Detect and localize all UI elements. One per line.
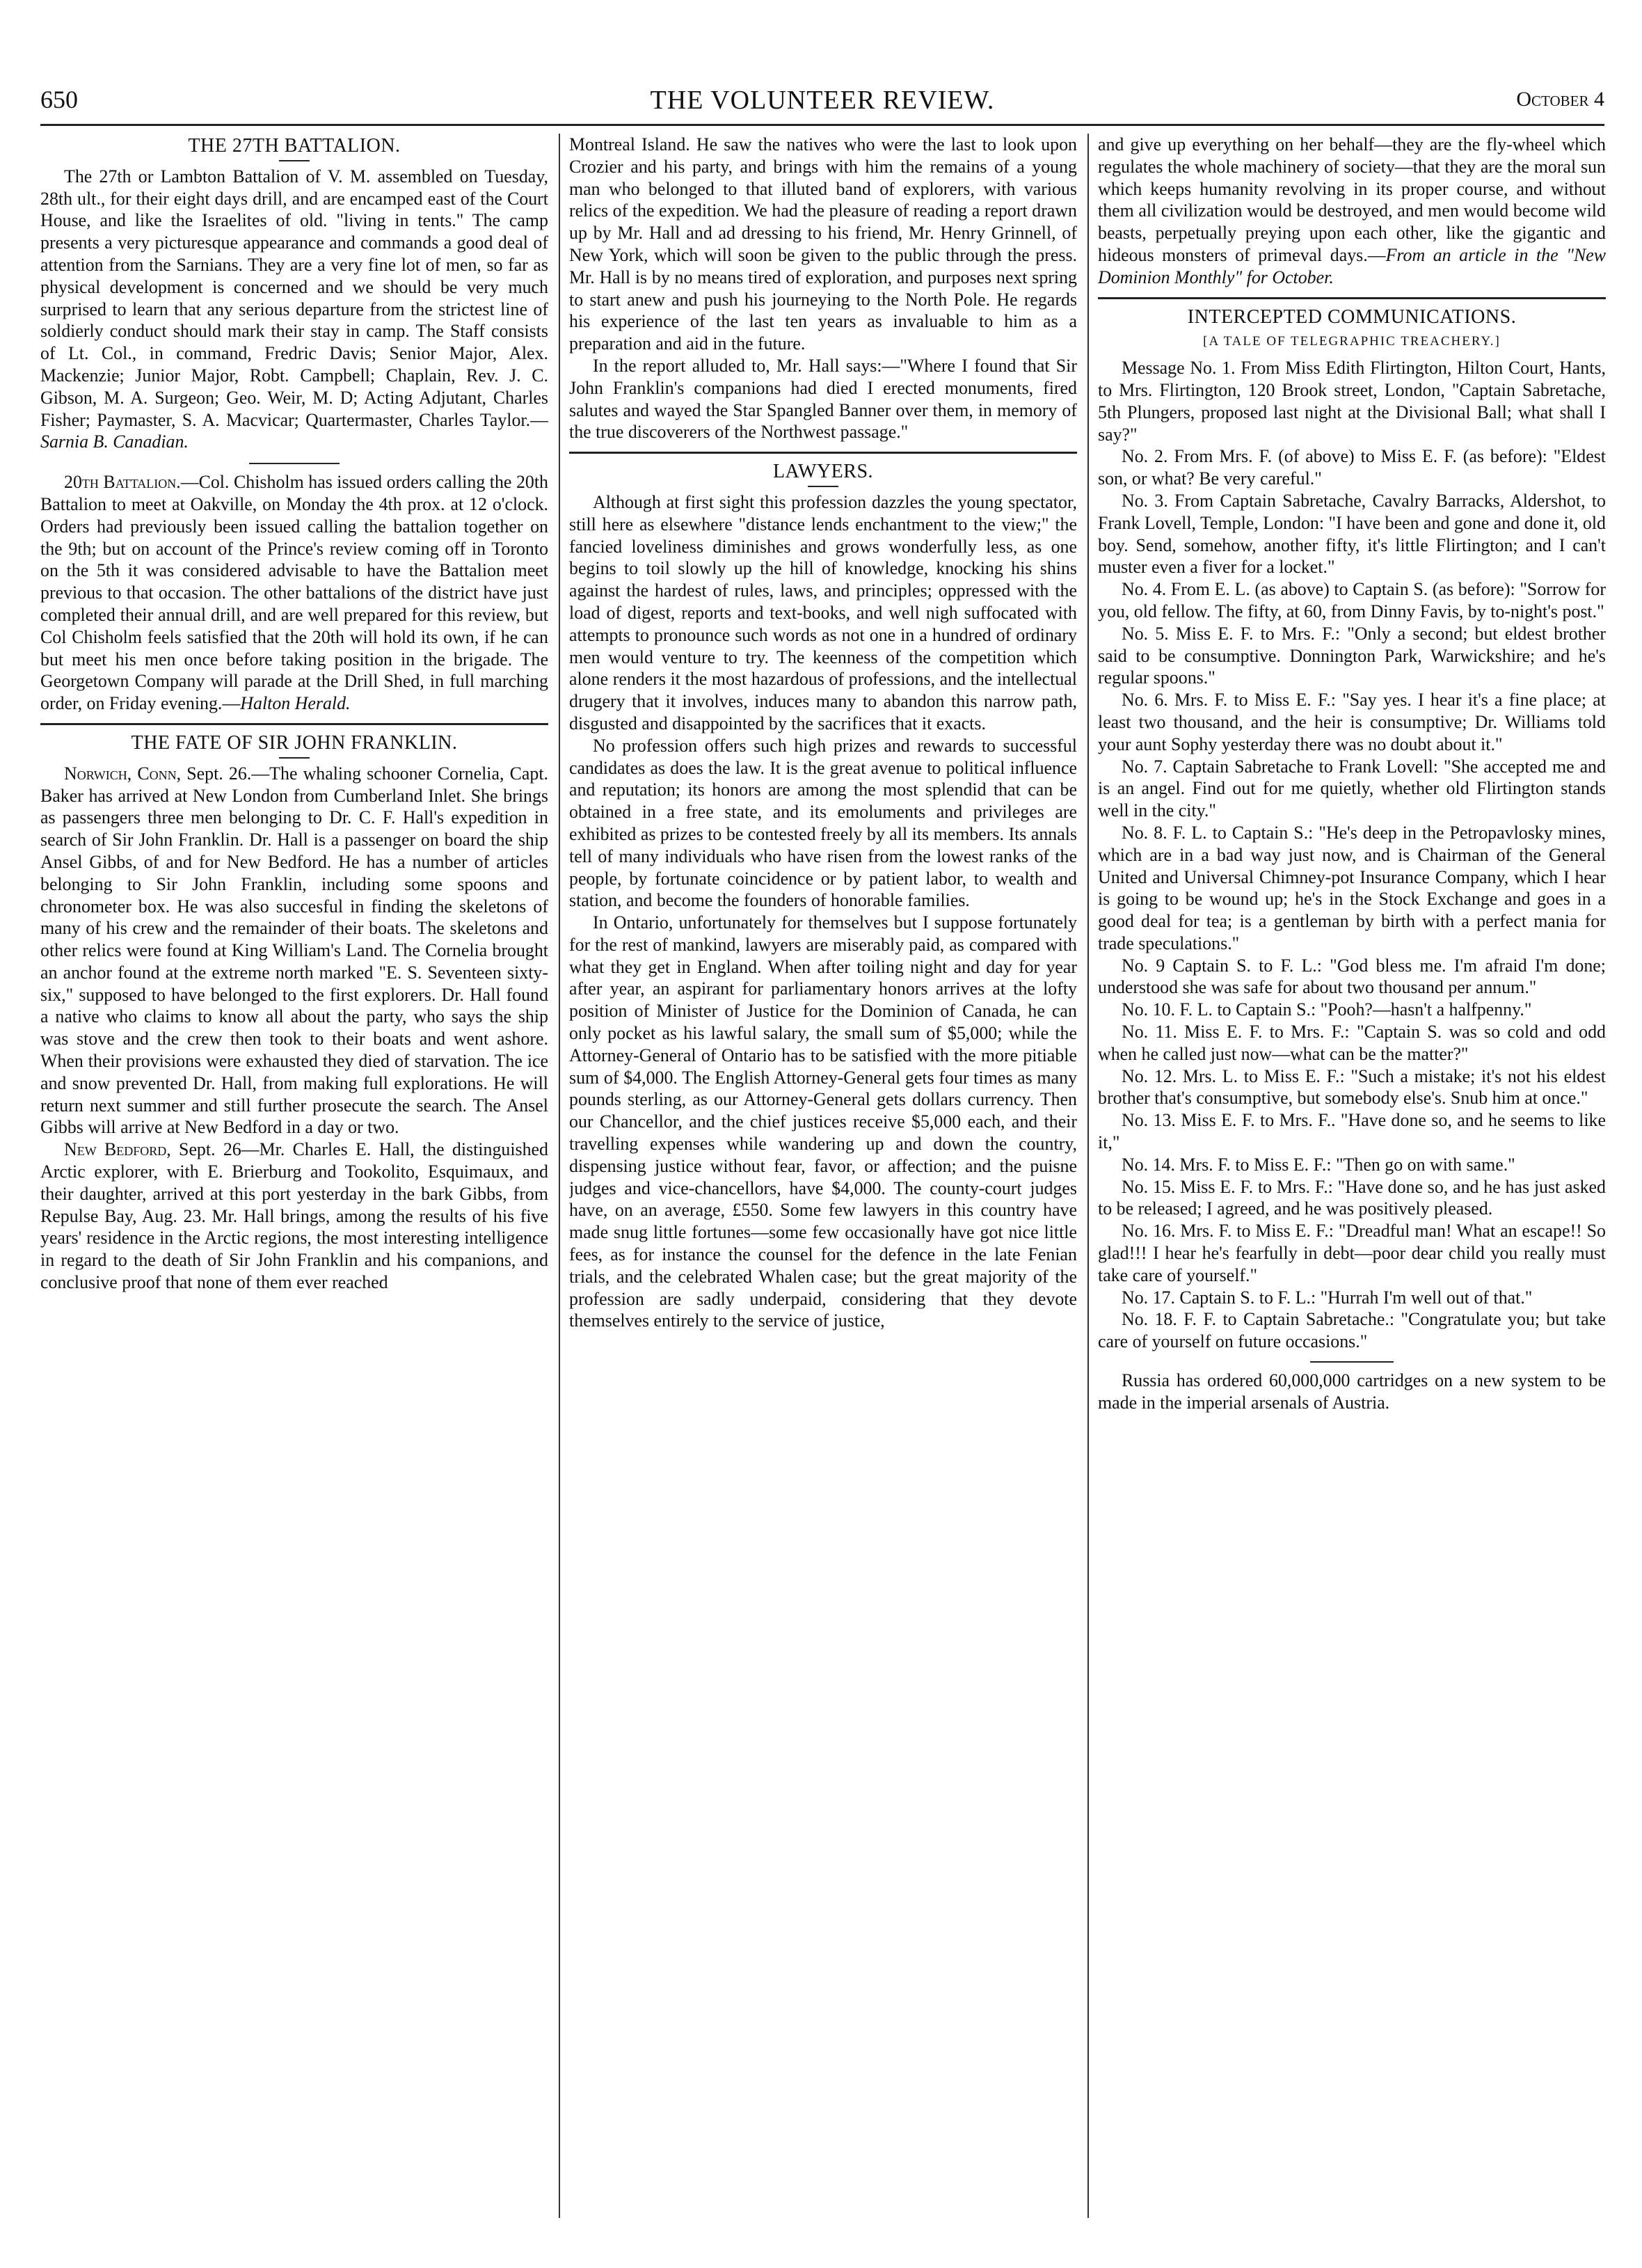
dateline: Norwich, Conn: [64, 763, 177, 784]
masthead: [40, 82, 1604, 124]
message-paragraph: No. 8. F. L. to Captain S.: "He's deep in the Petropavlosky mines, which are in a bad way just now, and is Chairman of the General United and Universal Chimney-pot Insurance Company, which I hear is going to be wound up; he's in the Stock Exchange and goes in a good deal for tea; is a gentleman by birth with a perfect mania for trade speculations.": [1098, 822, 1606, 953]
section-rule: [249, 463, 340, 464]
article-heading: THE 27TH BATTALION.: [188, 135, 401, 157]
column-divider: [1087, 134, 1089, 2218]
page-number: 650: [40, 86, 78, 113]
heading-dash: [808, 486, 838, 487]
column-2: [569, 134, 1077, 2214]
column-divider: [559, 134, 560, 2218]
heading-dash: [279, 160, 310, 161]
paragraph-text: , Sept. 26—Mr. Charles E. Hall, the distinguished Arctic explorer, with E. Brierburg and Tookolito, Esquimaux, and their daughter, arrived at this port yesterday in the bark Gibbs, from Repulse Bay, Aug. 23. Mr. Hall brings, among the results of his five years' residence in the Arctic regions, the most interesting intelligence in regard to the death of Sir John Franklin and his companions, and conclusive proof that none of them ever reached: [40, 1139, 548, 1293]
newspaper-page: [40, 82, 1604, 2233]
article-heading: INTERCEPTED COMMUNICATIONS.: [1098, 297, 1606, 328]
article-paragraph: Although at first sight this profession dazzles the young spectator, still here as elsewhere "distance lends enchantment to the view;" the fancied loveliness diminishes and grows wonderfully less, as one begins to toil slowly up the hill of knowledge, knocking his shins against the hardest of rules, laws, and principles; oppressed with the load of digest, reports and text-books, and well nigh suffocated with attempts to pronounce such words as not one in a hundred of ordinary men would venture to try. The keenness of the competition which alone renders it the most hazardous of professions, and the intellectual drugery that it involves, induces many to abandon this narrow path, disgusted and disappointed by the sacrifices that it exacts.: [569, 491, 1077, 733]
column-1: [40, 134, 548, 2214]
source-credit: From an article in the "New Dominion Monthly" for October.: [1098, 244, 1606, 287]
message-paragraph: No. 9 Captain S. to F. L.: "God bless me. I'm afraid I'm done; understood she was safe for about two thousand per annum.": [1098, 955, 1606, 998]
article-paragraph: In Ontario, unfortunately for themselves but I suppose fortunately for the rest of mankind, lawyers are miserably paid, as compared with what they get in England. When after toiling night and day for year after year, an aspirant for parliamentary honors arrives at the lofty position of Minister of Justice for the Dominion of Canada, he can only pocket as his lawful salary, the small sum of $5,000; while the Attorney-General of Ontario has to be satisfied with the more pitiable sum of $4,000. The English Attorney-General gets four times as many pounds sterling, as our Attorney-General gets dollars currency. Then our Chancellor, and the chief justices receive $5,000 each, and their travelling expenses while wandering up and down the country, dispensing justice without fear, favor, or affection; and the puisne judges and vice-chancellors, have $4,000. The county-court judges have, on an average, £550. Some few lawyers in this country have made snug little fortunes—some few occasionally have got nice little fees, as for instance the counsel for the defence in the late Fenian trials, and the celebrated Whalen case; but the great majority of the profession are sadly underpaid, considering that they devote themselves entirely to the service of justice,: [569, 912, 1077, 1331]
message-paragraph: No. 3. From Captain Sabretache, Cavalry Barracks, Aldershot, to Frank Lovell, Temple, London: "I have been and gone and done it, old boy. Send, somehow, another fifty, it's little Flirtington; and I can't muster even a fiver for a locket.": [1098, 490, 1606, 578]
message-paragraph: No. 10. F. L. to Captain S.: "Pooh?—hasn't a halfpenny.": [1122, 999, 1532, 1020]
article-paragraph: In the report alluded to, Mr. Hall says:—"Where I found that Sir John Franklin's companions had died I erected monuments, fired salutes and wayed the Star Spangled Banner over them, in memory of the true discoverers of the Northwest passage.": [569, 355, 1077, 443]
article-paragraph: [40, 1139, 548, 1294]
message-paragraph: No. 2. From Mrs. F. (of above) to Miss E. F. (as before): "Eldest son, or what? Be very careful.": [1098, 446, 1606, 489]
article-paragraph: Montreal Island. He saw the natives who were the last to look upon Crozier and his party, and brings with him the remains of a young man who belonged to that illuted band of explorers, with various relics of the expedition. We had the pleasure of reading a report drawn up by Mr. Hall and ad dressing to his friend, Mr. Henry Grinnell, of New York, which will soon be given to the public through the press. Mr. Hall is by no means tired of exploration, and purposes next spring to start anew and push his journeying to the North Pole. He regards his experience of the last ten years as invaluable to him as a preparation and aid in the future.: [569, 134, 1077, 354]
article-paragraph: [40, 763, 548, 1139]
publication-title: THE VOLUNTEER REVIEW.: [650, 86, 995, 115]
masthead-rule: [40, 124, 1604, 126]
paragraph-text: —Col. Chisholm has issued orders calling the 20th Battalion to meet at Oakville, on Monday the 4th prox. at 12 o'clock. Orders had previously been issued calling the battalion together on the 9th; but on account of the Prince's review coming off in Toronto on the 5th it was considered advisable to have the Battalion meet previous to that occasion. The other battalions of the district have just completed their annual drill, and are well prepared for this review, but Col Chisholm feels satisfied that the 20th will hold its own, if he can but meet his men once before taking position in the brigade. The Georgetown Company will parade at the Drill Shed, in full marching order, on Friday evening.—: [40, 472, 548, 714]
paragraph-lead: 20th Battalion.: [64, 472, 181, 493]
article-paragraph: [40, 471, 548, 715]
paragraph-text: and give up everything on her behalf—they are the fly-wheel which regulates the whole machinery of society—that they are the moral sun which keeps humanity revolving in its proper course, and without them all civilization would be destroyed, and men would become wild beasts, perpetually preying upon each other, like the gigantic and hideous monsters of primeval days.—: [1098, 134, 1606, 265]
issue-date: October 4: [1516, 88, 1604, 111]
message-paragraph: No. 15. Miss E. F. to Mrs. F.: "Have done so, and he has just asked to be released; I agreed, and he was positively pleased.: [1098, 1176, 1606, 1219]
message-paragraph: No. 4. From E. L. (as above) to Captain S. (as before): "Sorrow for you, old fellow. The fifty, at 60, from Dinny Favis, by to-night's post.": [1098, 579, 1606, 621]
message-paragraph: No. 16. Mrs. F. to Miss E. F.: "Dreadful man! What an escape!! So glad!!! I hear he's fearfully in debt—poor dear child you really must take care of yourself.": [1098, 1221, 1606, 1285]
article-paragraph: No profession offers such high prizes and rewards to successful candidates as does the law. It is the great avenue to political influence and reputation; its honors are among the most splendid that can be obtained in a free state, and its emoluments and privileges are exhibited as prizes to be contested freely by all its members. Its annals tell of many individuals who have risen from the lowest ranks of the people, by fortunate coincidence or by patient labor, to wealth and station, and become the founders of honorable families.: [569, 735, 1077, 911]
message-paragraph: No. 12. Mrs. L. to Miss E. F.: "Such a mistake; it's not his eldest brother that's consumptive, but somebody else's. Snub him at once.": [1098, 1065, 1606, 1109]
message-paragraph: Message No. 1. From Miss Edith Flirtington, Hilton Court, Hants, to Mrs. Flirtington, 120 Brook street, London, "Captain Sabretache, 5th Plungers, proposed last night at the Divisional Ball; what shall I say?": [1098, 358, 1606, 445]
message-paragraph: No. 5. Miss E. F. to Mrs. F.: "Only a second; but eldest brother said to be consumptive. Donnington Park, Warwickshire; and he's regular spoons.": [1098, 623, 1606, 688]
message-paragraph: No. 18. F. F. to Captain Sabretache.: "Congratulate you; but take care of yourself on future occasions.": [1098, 1309, 1606, 1352]
message-paragraph: No. 13. Miss E. F. to Mrs. F.. "Have done so, and he seems to like it,": [1098, 1110, 1606, 1153]
article-paragraph: [40, 166, 548, 453]
message-paragraph: No. 14. Mrs. F. to Miss E. F.: "Then go on with same.": [1122, 1154, 1515, 1175]
article-paragraph: Russia has ordered 60,000,000 cartridges on a new system to be made in the imperial arsenals of Austria.: [1098, 1370, 1606, 1413]
article-heading: THE FATE OF SIR JOHN FRANKLIN.: [40, 723, 548, 754]
article-paragraph: [1098, 134, 1606, 289]
message-paragraph: No. 17. Captain S. to F. L.: "Hurrah I'm well out of that.": [1122, 1287, 1533, 1308]
source-credit: Sarnia B. Canadian.: [40, 431, 189, 452]
article-subheading: [A TALE OF TELEGRAPHIC TREACHERY.]: [1203, 334, 1501, 349]
section-rule: [1310, 1361, 1394, 1363]
dateline: New Bedford: [64, 1139, 167, 1160]
column-3: [1098, 134, 1606, 2214]
message-paragraph: No. 7. Captain Sabretache to Frank Lovell: "She accepted me and is an angel. Find out for me quietly, whether old Flirtington stands well in the city.": [1098, 756, 1606, 821]
message-paragraph: No. 11. Miss E. F. to Mrs. F.: "Captain S. was so cold and odd when he called just now—what can be the matter?": [1098, 1022, 1606, 1064]
article-heading: LAWYERS.: [569, 452, 1077, 483]
heading-dash: [279, 757, 310, 759]
message-paragraph: No. 6. Mrs. F. to Miss E. F.: "Say yes. I hear it's a fine place; at least two thousand, and the heir is consumptive; Dr. Williams told your aunt Sophy yesterday there was no doubt about it.": [1098, 690, 1606, 754]
paragraph-text: , Sept. 26.—The whaling schooner Cornelia, Capt. Baker has arrived at New London from Cumberland Inlet. She brings as passengers three men belonging to Dr. C. F. Hall's expedition in search of Sir John Franklin. Dr. Hall is a passenger on board the ship Ansel Gibbs, of and for New Bedford. He has a number of articles belonging to Sir John Franklin, including some spoons and chronometer box. He was also succesful in finding the skeletons of many of his crew and the remainder of their boats. The skeletons and other relics were found at King William's Land. The Cornelia brought an anchor found at the extreme north marked "E. S. Seventeen sixty-six," supposed to have belonged to the first explorers. Dr. Hall found a native who claims to know all about the party, who says the ship was stove and the crew then took to their boats and went ashore. When their provisions were exhausted they died of starvation. The ice and snow prevented Dr. Hall, from making full explorations. He will return next summer and still further prosecute the search. The Ansel Gibbs will arrive at New Bedford in a day or two.: [40, 763, 548, 1138]
paragraph-text: The 27th or Lambton Battalion of V. M. assembled on Tuesday, 28th ult., for their eight days drill, and are encamped east of the Court House, and like the Israelites of old. "living in tents." The camp presents a very picturesque appearance and commands a good deal of attention from the Sarnians. They are a very fine lot of men, so far as physical development is concerned and we should be very much surprised to learn that any serious departure from the strictest line of soldierly conduct should mark their stay in camp. The Staff consists of Lt. Col., in command, Fredric Davis; Senior Major, Alex. Mackenzie; Junior Major, Robt. Campbell; Chaplain, Rev. J. C. Gibson, M. A. Surgeon; Geo. Weir, M. D; Acting Adjutant, Charles Fisher; Paymaster, S. A. Macvicar; Quartermaster, Charles Taylor.—: [40, 166, 548, 430]
source-credit: Halton Herald.: [240, 693, 351, 714]
